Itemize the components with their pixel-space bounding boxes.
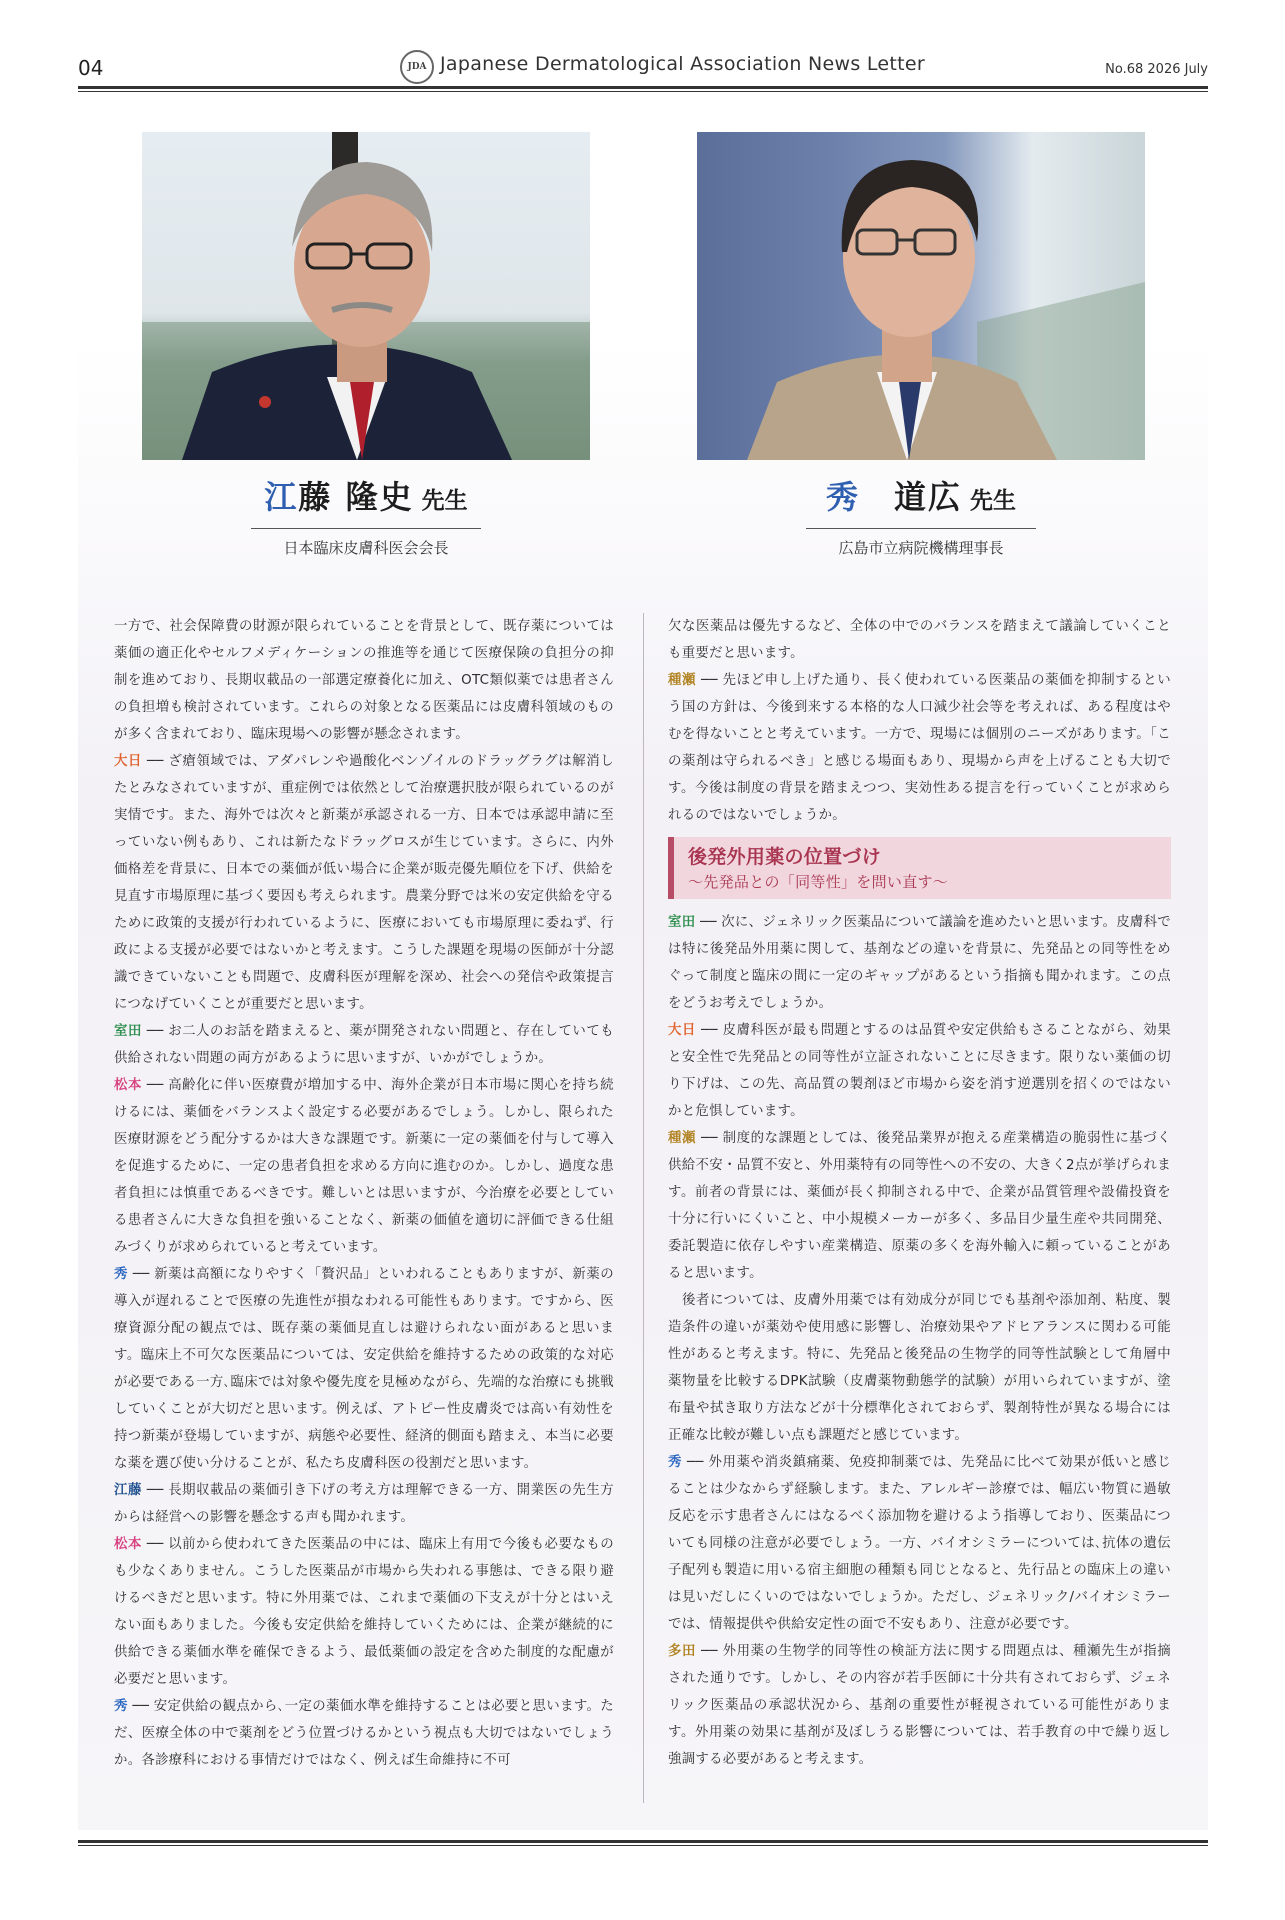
jda-logo-icon: JDA xyxy=(400,50,434,84)
paragraph-text: ── ざ瘡領域では、アダパレンや過酸化ベンゾイルのドラッグラグは解消したとみなされていますが、重症例では依然として治療選択肢が限られているのが実情です。また、海外では次々と新薬が承認される一方、日本では承認申請に至っていない例もあり、これは新たなドラッグロスが生じています。さらに、内外価格差を背景に、日本での薬価が低い場合に企業が販売優先順位を下げ、供給を見直す市場原理に基づく要因も考えられます。農業分野では米の安定供給を守るために政策的支援が行われているように、医療においても市場原理に委ねず、行政による支援が必要ではないかと考えます。こうした課題を現場の医師が十分認識できていないことも問題で、皮膚科医が理解を深め、社会への発信や政策提言につなげていくことが重要だと思います。 xyxy=(114,754,614,1012)
paragraph-text: ── 安定供給の観点から､一定の薬価水準を維持することは必要と思います。ただ、医療全体の中で薬剤をどう位置づけるかという視点も大切ではないでしょうか。各診療科における事情だけではなく、例えば生命維持に不可 xyxy=(114,1699,614,1768)
paragraph-text: ── 長期収載品の薬価引き下げの考え方は理解できる一方、開業医の先生方からは経営への影響を懸念する声も聞かれます。 xyxy=(114,1483,614,1525)
paragraph xyxy=(114,1018,614,1072)
paragraph-text: ── 外用薬や消炎鎮痛薬、免疫抑制薬では、先発品に比べて効果が低いと感じることは少なからず経験します。また、アレルギー診療では、幅広い物質に過敏反応を示す患者さんにはなるべく添加物を避けるよう指導しており、医薬品についても同様の注意が必要でしょう。一方、バイオシミラーについては､抗体の遺伝子配列も製造に用いる宿主細胞の種類も同じとなると、先行品との臨床上の違いは見いだしにくいのではないでしょうか。ただし、ジェネリック/バイオシミラーでは、情報提供や供給安定性の面で不安もあり、注意が必要です。 xyxy=(668,1455,1171,1632)
speaker-name: 秀 xyxy=(668,1455,683,1470)
article-column-right xyxy=(668,613,1171,1773)
footer-rule-thin xyxy=(78,1845,1208,1846)
paragraph xyxy=(114,1693,614,1774)
page-header xyxy=(78,50,1208,90)
paragraph-text: ── 以前から使われてきた医薬品の中には、臨床上有用で今後も必要なものも少なくありません。こうした医薬品が市場から失われる事態は、できる限り避けるべきだと思います。特に外用薬では、これまで薬価の下支えが十分とはいえない面もありました。今後も安定供給を維持していくためには、企業が継続的に供給できる薬価水準を確保できるよう、最低薬価の設定を含めた制度的な配慮が必要だと思います。 xyxy=(114,1537,614,1687)
page-number: 04 xyxy=(78,56,104,80)
paragraph xyxy=(114,1072,614,1261)
speaker-name: 室田 xyxy=(114,1024,142,1039)
header-rule-thin xyxy=(78,91,1208,92)
speaker-name: 大日 xyxy=(668,1023,697,1038)
portrait-eto-illustration xyxy=(142,132,590,460)
right-column-top xyxy=(668,613,1171,829)
paragraph-text: ── 高齢化に伴い医療費が増加する中、海外企業が日本市場に関心を持ち続けるには、薬価をバランスよく設定する必要があるでしょう。しかし、限られた医療財源をどう配分するかは大きな課題です。新薬に一定の薬価を付与して導入を促進するために、一定の患者負担を求める方向に進むのか。しかし、過度な患者負担には慎重であるべきです。難しいとは思いますが、今治療を必要としている患者さんに大きな負担を強いることなく、新薬の価値を適切に評価できる仕組みづくりが求められていると考えています。 xyxy=(114,1078,614,1255)
paragraph-text: ── お二人のお話を踏まえると、薬が開発されない問題と、存在していても供給されない問題の両方があるように思いますが、いかがでしょうか。 xyxy=(114,1024,614,1066)
paragraph xyxy=(114,613,614,748)
section-subtitle: ～先発品との「同等性」を問い直す～ xyxy=(688,873,949,891)
name-block-hide xyxy=(697,472,1145,558)
speaker-name: 種瀬 xyxy=(668,1131,697,1146)
paragraph xyxy=(668,613,1171,667)
speaker-name: 秀 xyxy=(114,1699,128,1714)
issue-label: No.68 2026 July xyxy=(1105,62,1208,77)
paragraph-text: ── 新薬は高額になりやすく「贅沢品」といわれることもありますが、新薬の導入が遅れることで医療の先進性が損なわれる可能性もあります。ですから、医療資源分配の観点では、既存薬の薬価見直しは避けられない面があると思います。臨床上不可欠な医薬品については、安定供給を維持するための政策的な対応が必要である一方､臨床では対象や優先度を見極めながら、先端的な治療にも挑戦していくことが大切だと思います。例えば、アトピー性皮膚炎では高い有効性を持つ新薬が登場していますが、病態や必要性、経済的側面も踏まえ、本当に必要な薬を選び使い分けることが、私たち皮膚科医の役割だと思います。 xyxy=(114,1267,614,1471)
honorific: 先生 xyxy=(970,487,1017,514)
paragraph-text: 後者については、皮膚外用薬では有効成分が同じでも基剤や添加剤、粘度、製造条件の違いが薬効や使用感に影響し、治療効果やアドヒアランスに関わる可能性があると考えます。特に、先発品と後発品の生物学的同等性試験として角層中薬物量を比較するDPK試験（皮膚薬物動態学的試験）が用いられていますが、塗布量や拭き取り方法などが十分標準化されておらず、製剤特性が異なる場合には正確な比較が難しい点も課題だと感じています。 xyxy=(668,1293,1171,1443)
paragraph xyxy=(114,1531,614,1693)
speaker-name: 松本 xyxy=(114,1537,142,1552)
honorific: 先生 xyxy=(421,487,468,514)
column-divider xyxy=(643,613,644,1803)
paragraph-text: 欠な医薬品は優先するなど、全体の中でのバランスを踏まえて議論していくことも重要だと思います。 xyxy=(668,619,1171,661)
section-heading-box xyxy=(668,837,1171,899)
paragraph xyxy=(668,1125,1171,1287)
paragraph-text: ── 皮膚科医が最も問題とするのは品質や安定供給もさることながら、効果と安全性で先発品との同等性が立証されないことに尽きます。限りない薬価の切り下げは、この先、高品質の製剤ほど市場から姿を消す逆選別を招くのではないかと危惧しています。 xyxy=(668,1023,1171,1119)
paragraph xyxy=(114,748,614,1018)
portrait-photo-eto xyxy=(142,132,590,460)
portrait-hide-illustration xyxy=(697,132,1145,460)
speaker-name: 多田 xyxy=(668,1644,697,1659)
speaker-name: 室田 xyxy=(668,915,696,930)
paragraph-text: ── 先ほど申し上げた通り、長く使われている医薬品の薬価を抑制するという国の方針は、今後到来する本格的な人口減少社会等を考えれば、ある程度はやむを得ないことと考えています。一方で、現場には個別のニーズがあります。「この薬剤は守られるべき」と感じる場面もあり、現場から声を上げることも大切です。今後は制度の背景を踏まえつつ、実効性ある提言を行っていくことが求められるのではないでしょうか。 xyxy=(668,673,1171,823)
speaker-name: 大日 xyxy=(114,754,143,769)
paragraph xyxy=(114,1477,614,1531)
portrait-photo-hide xyxy=(697,132,1145,460)
paragraph xyxy=(668,1638,1171,1773)
right-column-bottom xyxy=(668,909,1171,1773)
name-underline xyxy=(806,528,1036,529)
person-role-eto: 日本臨床皮膚科医会会長 xyxy=(283,539,449,557)
paragraph xyxy=(668,909,1171,1017)
paragraph xyxy=(668,1287,1171,1449)
person-role-hide: 広島市立病院機構理事長 xyxy=(838,539,1004,557)
paragraph xyxy=(668,1449,1171,1638)
person-name-hide xyxy=(697,472,1145,518)
speaker-name: 秀 xyxy=(114,1267,128,1282)
paragraph-text: 一方で、社会保障費の財源が限られていることを背景として、既存薬については薬価の適正化やセルフメディケーションの推進等を通じて医療保険の負担分の抑制を進めており、長期収載品の一部選定療養化に加え、OTC類似薬では患者さんの負担増も検討されています。これらの対象となる医薬品には皮膚科領域のものが多く含まれており、臨床現場への影響が懸念されます。 xyxy=(114,619,614,742)
paragraph-text: ── 制度的な課題としては、後発品業界が抱える産業構造の脆弱性に基づく供給不安・品質不安と、外用薬特有の同等性への不安の、大きく2点が挙げられます。前者の背景には、薬価が長く抑制される中で、企業が品質管理や設備投資を十分に行いにくいこと、中小規模メーカーが多く、多品目少量生産や共同開発、委託製造に依存しやすい産業構造、原薬の多くを海外輸入に頼っていることがあると思います。 xyxy=(668,1131,1171,1281)
name-underline xyxy=(251,528,481,529)
speaker-name: 江藤 xyxy=(114,1483,142,1498)
newsletter-title: Japanese Dermatological Association News Letter xyxy=(440,53,926,75)
person-name-eto xyxy=(142,472,590,518)
name-rest: 道広 xyxy=(860,478,963,516)
article-column-left xyxy=(114,613,614,1774)
name-block-eto xyxy=(142,472,590,558)
footer-rule xyxy=(78,1840,1208,1843)
header-rule xyxy=(78,86,1208,89)
paragraph-text: ── 外用薬の生物学的同等性の検証方法に関する問題点は、種瀬先生が指摘された通りです。しかし、その内容が若手医師に十分共有されておらず、ジェネリック医薬品の承認状況から、基剤の重要性が軽視されている可能性があります。外用薬の効果に基剤が及ぼしうる影響については、若手教育の中で繰り返し強調する必要があると考えます。 xyxy=(668,1644,1171,1767)
speaker-name: 松本 xyxy=(114,1078,142,1093)
section-title: 後発外用薬の位置づけ xyxy=(688,846,882,868)
paragraph xyxy=(668,667,1171,829)
speaker-name: 種瀬 xyxy=(668,673,697,688)
name-first-char: 江 xyxy=(264,478,299,516)
name-first-char: 秀 xyxy=(825,478,860,516)
name-rest: 藤 隆史 xyxy=(298,478,414,516)
paragraph xyxy=(668,1017,1171,1125)
paragraph xyxy=(114,1261,614,1477)
paragraph-text: ── 次に、ジェネリック医薬品について議論を進めたいと思います。皮膚科では特に後発品外用薬に関して、基剤などの違いを背景に、先発品との同等性をめぐって制度と臨床の間に一定のギャップがあるという指摘も聞かれます。この点をどうお考えでしょうか。 xyxy=(668,915,1171,1011)
